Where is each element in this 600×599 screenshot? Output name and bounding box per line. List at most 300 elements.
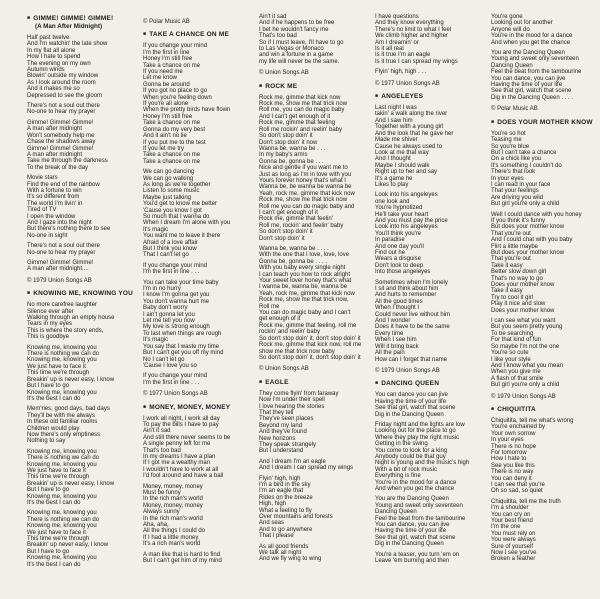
stanza: [27, 103, 132, 116]
square-bullet-icon: ■: [491, 118, 495, 125]
lyric-line: You're hypnotized: [375, 205, 423, 212]
lyric-line: Knowing me, knowing you: [27, 357, 97, 364]
lyric-line: And I know what you mean: [491, 362, 564, 369]
lyric-line: Now I'm under their spell: [259, 397, 325, 404]
lyric-line: It's magic: [143, 226, 169, 233]
lyric-line: Walking through an empty house: [27, 315, 115, 322]
lyric-line: That's too bad: [143, 447, 181, 454]
lyric-line: When the pretty birds have flown: [143, 107, 231, 114]
lyric-line: Night is young and the music's high: [375, 460, 470, 467]
lyric-line: rockin' and reelin' baby: [259, 329, 320, 336]
lyric-line: Take a chance on me: [143, 158, 201, 165]
lyric-line: And I can't get enough of it: [259, 113, 331, 120]
lyric-line: Afraid of a love affair: [143, 239, 198, 246]
stanza: [27, 35, 132, 99]
lyric-line: Depressed to see the gloom: [27, 92, 103, 99]
lyric-line: Won't somebody help me: [27, 132, 95, 139]
lyric-line: Roll me you can do magic baby and: [259, 203, 355, 210]
lyric-line: There is no hope: [491, 443, 537, 450]
lyric-line: Ain't it sad: [143, 428, 171, 435]
lyric-line: I'm the one: [491, 524, 521, 531]
lyric-line: Dig in the Dancing Queen: [375, 541, 444, 548]
lyric-line: So if I must leave, I'll have to go: [259, 39, 344, 46]
lyric-line: I can see that you're: [491, 482, 545, 488]
lyric-line: Knowing me, knowing you: [27, 389, 97, 396]
lyric-line: So much that I wanna do: [143, 213, 210, 220]
lyric-line: This time we're through: [27, 370, 90, 377]
lyric-line: But I can't take a chance: [491, 149, 557, 156]
lyric-line: Always sunny: [143, 509, 180, 516]
stanza: [27, 302, 132, 340]
lyric-line: Rock me, gimme that kick now: [259, 94, 341, 101]
lyric-line: Gonna do my very best: [143, 126, 206, 133]
lyric-line: Ain't it sad: [259, 14, 287, 20]
lyric-line: Don't stop doin' it: [259, 235, 305, 242]
lyric-line: Look into his angeleyes: [375, 224, 438, 231]
lyric-line: On a chick like you: [491, 156, 542, 163]
lyric-line: Beyond my land: [259, 422, 303, 429]
lyric-line: The evening on my own: [27, 60, 91, 67]
song-title-text: DOES YOUR MOTHER KNOW: [497, 118, 593, 126]
song-title: [143, 31, 248, 38]
lyric-line: If you change your mind: [143, 43, 208, 50]
lyric-line: Gonna be, gonna be . . . .: [259, 258, 328, 265]
lyric-line: Will it bring back: [375, 343, 419, 350]
lyric-line: And I could chat with you baby: [491, 237, 573, 244]
lyric-line: To last when things are rough: [143, 330, 222, 337]
lyric-line: Gimme! Gimme! Gimme!: [27, 260, 94, 266]
lyric-line: I love hearing the stories: [259, 403, 325, 410]
lyric-line: You were always: [491, 537, 536, 544]
lyric-line: Sometimes when I'm lonely: [375, 279, 448, 286]
lyric-line: I like your style: [491, 356, 531, 363]
lyric-line: You can take your time baby: [143, 279, 219, 286]
lyric-line: Breakin' up is never easy, I know: [27, 376, 115, 383]
lyric-line: All the good times: [375, 298, 423, 305]
lyric-line: Right up to her and say: [375, 169, 438, 176]
lyrics-column-5: [491, 14, 596, 567]
stanza: [143, 552, 248, 565]
lyric-line: No-one in sight: [27, 232, 68, 239]
lyric-line: Feel the beat from the tambourine: [375, 515, 466, 522]
lyric-line: You don't wanna hurt me: [143, 298, 209, 305]
lyric-line: No-one to hear my prayer: [27, 249, 96, 256]
lyric-line: If I got me a wealthy man: [143, 460, 211, 467]
lyric-line: Rock me, show me that trick now: [259, 197, 348, 204]
song-title-text: EAGLE: [265, 378, 289, 386]
lyric-line: When I thought I: [375, 305, 420, 312]
stanza: [491, 418, 596, 495]
lyric-line: I can teach you how to rock alright: [259, 271, 351, 278]
lyric-line: Breakin' up never easy, I know: [27, 542, 109, 549]
lyric-line: to Las Vegas or Monaco: [259, 46, 324, 53]
lyric-line: In your eyes: [491, 175, 524, 182]
lyric-line: A flash of that smile: [491, 375, 544, 382]
stanza: [143, 484, 248, 548]
lyric-line: Take a chance on me: [143, 62, 201, 69]
lyric-line: He'll take your heart: [375, 211, 429, 218]
stanza: [27, 120, 132, 171]
lyric-line: There is nothing we can do: [27, 455, 100, 462]
lyric-line: It's a rich man's world: [143, 541, 201, 548]
song-title-text: KNOWING ME, KNOWING YOU: [33, 290, 134, 298]
lyric-line: Take me through the darkness: [27, 158, 108, 165]
lyric-line: When I dream I'm alone with you: [143, 220, 231, 227]
lyric-line: Everything is fine: [375, 473, 421, 480]
lyric-line: Teasing me: [491, 137, 522, 144]
lyric-line: Just as long as I'm in love with you: [259, 171, 352, 178]
lyric-line: I'd fool around and have a ball: [143, 473, 224, 480]
lyric-line: And if he happens to be free: [259, 20, 335, 27]
lyric-line: You can dance, you can jive: [375, 522, 450, 529]
lyric-line: Gimme! Gimme! Gimme!: [27, 119, 94, 126]
lyric-line: And still there never seems to be: [143, 434, 231, 441]
lyric-line: In my baby's arms: [259, 152, 308, 159]
stanza: [143, 416, 248, 480]
lyric-line: Find out he: [375, 250, 406, 256]
stanza: [143, 169, 248, 259]
lyric-line: In paradise: [375, 237, 405, 244]
lyric-line: Looking out for another: [491, 20, 553, 27]
lyric-line: So don't stop doin' it, don't stop doin' it: [259, 335, 361, 342]
lyric-line: Are driving you wild: [491, 194, 544, 201]
lyric-line: Money, money, money: [143, 483, 203, 490]
lyric-line: And I dream I'm an eagle: [259, 458, 326, 465]
lyric-line: But I have to go: [27, 487, 70, 494]
copyright-line: © 1977 Union Songs AB: [143, 391, 208, 398]
lyric-line: Gonna be, gonna be . . .: [259, 158, 324, 165]
lyric-line: So you're blue: [491, 143, 530, 150]
lyric-line: Play it nice and slow: [491, 301, 546, 308]
stanza: [27, 510, 132, 568]
lyric-line: We can go walking: [143, 175, 194, 182]
lyric-line: You must rely on: [491, 530, 536, 537]
lyric-line: But girl you're only a child: [491, 382, 560, 389]
lyric-line: In the rich man's world: [143, 515, 203, 522]
lyric-line: Rock me, gimme that feeling, roll me: [259, 322, 357, 329]
lyric-line: Chiquitita, tell me the truth: [491, 498, 561, 505]
square-bullet-icon: ■: [259, 82, 263, 89]
lyric-line: And it ain't no lie: [143, 133, 187, 140]
lyric-line: Honey I'm still free: [143, 113, 193, 120]
lyric-line: Dig in the Dancing Queen: [375, 411, 444, 418]
lyric-line: This is goodbye: [27, 334, 70, 341]
lyric-line: Yours forever honey that's what I: [259, 177, 346, 184]
lyrics-column-4: [375, 14, 480, 568]
square-bullet-icon: ■: [491, 405, 495, 412]
lyric-line: A man after midnight: [27, 126, 83, 133]
lyric-line: You're in the mood for a dance: [491, 33, 573, 40]
lyric-line: I have questions: [375, 14, 419, 20]
stanza: [143, 280, 248, 370]
lyric-line: See that girl, watch that scene: [375, 534, 456, 541]
lyric-line: Listen to some music: [143, 188, 200, 195]
lyric-line: For tomorrow: [491, 449, 527, 456]
lyric-line: In these old familiar rooms: [27, 419, 98, 426]
lyric-line: Roll me rockin' and reelin' baby: [259, 126, 342, 133]
song-title: [375, 93, 480, 100]
lyric-line: Knowing me, knowing you: [27, 448, 97, 455]
lyric-line: Am I dreamin' or: [375, 39, 419, 46]
lyric-line: If you change your mind: [143, 373, 208, 380]
song-title: [259, 83, 364, 90]
lyric-line: Is it true I can spread my wings: [375, 58, 458, 65]
lyric-line: Wanna be, wanna be . . .: [259, 145, 326, 152]
stanza: [375, 552, 480, 565]
lyric-line: See that girl, watch that scene: [491, 88, 572, 95]
lyric-line: Your own sorrow: [491, 430, 536, 437]
lyric-line: And when you get the chance: [375, 486, 455, 492]
lyric-line: But you seem pretty young: [491, 324, 563, 331]
lyric-line: The world I'm livin' in: [27, 200, 83, 207]
lyric-line: Friday night and the lights are low: [375, 421, 465, 428]
song-title-text: ANGELEYES: [381, 93, 424, 101]
lyric-line: Leave 'em burning and then: [375, 558, 450, 565]
lyric-line: Oh so sad, so quiet: [491, 488, 543, 495]
lyric-line: Broken a feather: [491, 556, 536, 563]
square-bullet-icon: ■: [375, 93, 379, 100]
lyric-line: But there's nothing there to see: [27, 226, 111, 233]
lyric-line: Don't stop doin' it now: [259, 139, 318, 146]
lyric-line: See that girl, watch that scene: [375, 405, 456, 412]
lyric-line: But does your mother know: [491, 250, 565, 256]
stanza: [259, 459, 364, 472]
lyric-line: A man after midnight: [27, 151, 83, 158]
lyric-line: If you think it's funny: [491, 217, 546, 224]
lyric-line: I can see what you want: [491, 318, 556, 325]
lyric-line: You're in the mood for a dance: [375, 479, 457, 486]
lyric-line: Together with a young girl: [375, 124, 444, 131]
stanza: [375, 280, 480, 363]
stanza: [143, 373, 248, 386]
lyric-line: 'Cause I love you so: [143, 362, 197, 369]
copyright-line: © Union Songs AB: [259, 70, 309, 77]
stanza: [491, 499, 596, 563]
lyric-line: Anyone will do: [491, 26, 530, 33]
lyric-line: It's the best I can do: [27, 395, 81, 402]
lyric-line: There's that look: [491, 169, 536, 176]
lyric-line: Better slow down girl: [491, 269, 547, 276]
lyric-line: You can dance you can jive: [375, 392, 448, 399]
lyric-line: I wanna be, wanna be, wanna be: [259, 284, 348, 291]
lyric-line: It's the best I can do: [27, 561, 81, 568]
lyric-line: But I have to go: [27, 548, 70, 555]
lyric-line: They'll be with me always: [27, 412, 95, 419]
lyric-line: get enough of it: [259, 316, 301, 323]
lyric-line: Mem'ries, good days, bad days: [27, 406, 110, 413]
lyric-line: Your sweet lover honey that's what: [259, 278, 352, 285]
lyric-line: Blowin' outside my window: [27, 73, 99, 80]
lyric-line: You're so hot: [491, 130, 526, 137]
lyric-line: But girl you're only a child: [491, 201, 560, 208]
copyright-line: © 1979 Union Songs AB: [491, 393, 556, 400]
lyric-line: High, high: [259, 501, 287, 508]
lyric-line: Wanna be, wanna be . . . .: [259, 246, 329, 252]
lyric-line: Likes to play: [375, 181, 409, 188]
lyric-line: Dancing Queen: [375, 509, 417, 516]
lyric-line: Well I could dance with you honey: [491, 211, 582, 218]
stanza: [375, 192, 480, 275]
copyright-line: © 1977 Union Songs AB: [375, 80, 440, 87]
stanza: [491, 50, 596, 101]
stanza: [27, 243, 132, 256]
lyric-line: You are the Dancing Queen: [375, 496, 449, 503]
lyric-line: If you put me to the test: [143, 139, 206, 146]
lyric-line: That your feelings: [491, 188, 539, 195]
lyric-line: my life will never be the same.: [259, 58, 340, 65]
lyric-line: If you got no place to go: [143, 88, 208, 95]
lyric-line: You can deny it: [491, 475, 532, 482]
lyric-line: Look into his angeleyes: [375, 192, 438, 199]
lyric-line: I open the window: [27, 213, 76, 220]
song-title: [491, 119, 596, 126]
lyric-line: Your best friend: [491, 518, 533, 525]
song-subtitle: (A Man After Midnight): [35, 23, 103, 30]
lyric-line: Dig in the Dancing Queen . . . .: [491, 94, 574, 101]
stanza: [491, 318, 596, 388]
lyric-line: It's the best I can do: [27, 500, 81, 506]
stanza: [259, 95, 364, 242]
lyric-line: And the look that he gave her: [375, 130, 454, 137]
stanza: [259, 14, 364, 65]
lyric-line: takin' a walk along the river: [375, 111, 448, 118]
stanza: [375, 105, 480, 188]
song-title: [491, 406, 596, 413]
lyric-line: All the pain: [375, 350, 405, 357]
lyric-line: But I think you know: [143, 246, 197, 252]
stanza: [259, 544, 364, 563]
lyric-line: one look and: [375, 198, 410, 205]
lyric-line: Last night I was: [375, 105, 417, 112]
lyric-line: Take a chance on me: [143, 120, 201, 127]
lyric-line: And to go anywhere: [259, 526, 313, 533]
lyric-line: It's a game he: [375, 175, 413, 182]
lyric-line: Gimme! Gimme! Gimme!: [27, 145, 94, 152]
lyric-line: So don't stop doin' it: [259, 229, 313, 236]
lyric-line: This is where the story ends,: [27, 327, 104, 334]
lyric-line: With you baby every single night: [259, 265, 346, 272]
lyric-line: Every time: [375, 330, 404, 337]
lyric-line: I can't get enough of it: [259, 209, 318, 216]
lyric-line: I'm the first in line . . .: [143, 269, 200, 276]
lyric-line: Half past twelve: [27, 35, 70, 41]
lyric-line: We talk all night: [259, 550, 302, 557]
lyric-line: Silence ever after: [27, 308, 74, 315]
lyric-line: Yeah, rock me, gimme that kick now: [259, 290, 355, 297]
lyrics-column-1: [27, 14, 132, 572]
stanza: [143, 263, 248, 276]
song-title: [27, 290, 132, 297]
copyright-line: © Polar Music AB: [491, 106, 538, 113]
song-title-text: CHIQUITITA: [497, 405, 536, 413]
lyric-line: Look at me that way: [375, 149, 429, 156]
lyric-line: So don't stop doin' it: [259, 133, 313, 140]
lyric-line: Maybe just talking: [143, 194, 192, 201]
lyric-line: Nothing to say: [27, 438, 66, 445]
lyric-line: To pay the bills I have to pay: [143, 421, 219, 428]
lyric-line: If you change your mind: [143, 262, 208, 269]
lyrics-columns: [27, 14, 596, 572]
lyric-line: Breakin' up is never easy, I know: [27, 480, 115, 487]
lyric-line: We just have to face it: [27, 467, 86, 474]
lyric-line: Made me shiver: [375, 137, 418, 144]
lyric-line: As all good friends: [259, 543, 309, 550]
lyric-line: Knowing me, knowing you: [27, 555, 97, 562]
lyric-line: Knowing me, knowing you: [27, 510, 97, 517]
lyric-line: Tired of TV: [27, 207, 57, 214]
lyric-line: Young and sweet only seventeen: [491, 56, 579, 63]
lyric-line: This time we're through: [27, 474, 90, 481]
lyric-line: For that kind of fun: [491, 337, 542, 344]
lyric-line: If I had a little money: [143, 534, 199, 541]
lyric-line: I'm the first in line: [143, 49, 190, 56]
lyric-line: And hurts to remember: [375, 292, 437, 299]
lyric-line: show me that trick now baby: [259, 348, 335, 355]
square-bullet-icon: ■: [259, 378, 263, 385]
lyric-line: You are the Dancing Queen: [491, 50, 565, 57]
lyric-line: No I can't let go: [143, 356, 185, 363]
lyric-line: Does it have to be the same: [375, 324, 450, 331]
lyric-line: There is nothing we can do: [27, 516, 100, 523]
lyric-line: When I see him: [375, 337, 417, 344]
lyric-line: When you're feeling down: [143, 94, 212, 101]
lyric-line: Sure of yourself: [491, 543, 534, 550]
lyric-line: We just have to face it: [27, 363, 86, 370]
lyric-line: Try to cool it girl: [491, 294, 534, 301]
lyric-line: And seas: [259, 520, 285, 527]
lyric-line: A man after midnight....: [27, 266, 89, 273]
song-title-text: MONEY, MONEY, MONEY: [149, 403, 231, 411]
lyric-line: With a fortune to win: [27, 187, 82, 194]
lyric-line: Dancing Queen: [491, 62, 533, 69]
lyric-line: Flirt a little maybe: [491, 243, 539, 250]
lyric-line: But does your mother know: [491, 224, 565, 231]
lyric-line: I can read in your face: [491, 181, 551, 188]
lyric-line: I'm the first in line . . .: [143, 379, 200, 386]
lyric-line: Rock me, show me that trick now,: [259, 297, 349, 304]
lyric-line: This time we're through: [27, 536, 90, 543]
lyric-line: I sit and think about him: [375, 286, 439, 293]
lyric-line: and win a fortune in a game: [259, 52, 334, 59]
lyric-line: How can I forget that name: [375, 356, 448, 363]
lyric-line: But I can't get you off my mind: [143, 350, 224, 357]
lyric-line: That they tell: [259, 409, 294, 416]
lyric-line: You come to look for a king: [375, 447, 448, 454]
lyric-line: But I can't get him of my mind: [143, 558, 222, 565]
lyric-line: Money, money, money: [143, 502, 203, 509]
lyric-line: And I saw him: [375, 117, 413, 124]
lyric-line: Knowing me, knowing you: [27, 523, 97, 530]
lyric-line: And when you get the chance: [491, 39, 571, 46]
song-title-text: ROCK ME: [265, 82, 298, 90]
lyric-line: In my flat all alone: [27, 47, 76, 54]
lyric-line: Flyin' high, high: [259, 475, 301, 482]
stanza: [27, 345, 132, 403]
lyric-line: And we fly wing to wing: [259, 556, 322, 563]
lyric-line: There is no way: [491, 469, 534, 476]
lyric-line: You're so cute: [491, 350, 529, 357]
lyric-line: Knowing me, knowing you: [27, 461, 97, 468]
lyric-line: You can cry on: [491, 511, 531, 518]
lyric-line: New horizons: [259, 435, 296, 442]
lyric-line: I ain't gonna let you: [143, 311, 195, 318]
lyric-line: Feel the beat from the tambourine: [491, 69, 582, 76]
lyric-line: And I thought: [375, 156, 411, 163]
copyright-line: © Polar Music AB: [143, 19, 190, 25]
lyric-line: There is nothing we can do: [27, 351, 100, 358]
lyric-line: Gonna be around: [143, 81, 190, 88]
lyric-line: We climb higher and higher: [375, 33, 448, 40]
